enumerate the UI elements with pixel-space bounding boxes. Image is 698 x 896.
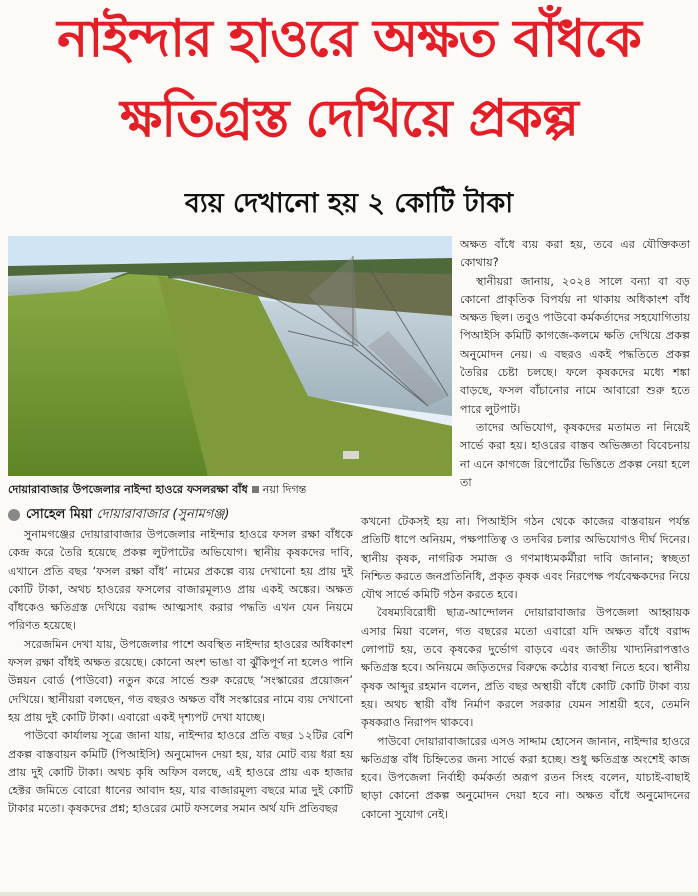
paragraph: বৈষম্যবিরোধী ছাত্র-আন্দোলন দোয়ারাবাজার উপজেলা আহ্বায়ক এসার মিয়া বলেন, গত বছরের মতো এবারো যদি অক্ষত বাঁধে বরাদ্দ লোপাট হয়, তবে কৃষকের দুর্ভোগ বাড়বে এবং জাতীয় খাদ্যনিরাপত্তাও ক্ষতিগ্রস্ত হবে। অনিয়মে জড়িতদের বিরুদ্ধে কঠোর ব্যবস্থা নিতে হবে। স্থানীয় কৃষক আব্দুর রহমান বলেন, প্রতি বছর অস্থায়ী বাঁধে কোটি কোটি টাকা ব্যয় হয়। অথচ স্থায়ী বাঁধ নির্মাণ করলে সরকার যেমন সাশ্রয়ী হবে, তেমনি কৃষকরাও নিরাপদ থাকবে। [361,606,690,730]
paragraph: তাদের অভিযোগ, কৃষকদের মতামত না নিয়েই সার্ভে করা হয়। হাওরের বাস্তব অভিজ্ঞতা বিবেচনায় না এনে কাগজে রিপোর্টের ভিত্তিতে প্রকল্প নেয়া হলে তা [460,420,690,489]
article-right-column [460,236,690,492]
embankment-photo [8,236,452,476]
page-bottom-border [0,892,698,896]
photo-credit: নয়া দিগন্ত [262,483,307,496]
photo-caption [8,482,452,498]
paragraph: সরেজমিন দেখা যায়, উপজেলার পাশে অবস্থিত নাইন্দার হাওরের অধিকাংশ ফসল রক্ষা বাঁধই অক্ষত রয়েছে। কোনো অংশ ভাঙা বা ঝুঁকিপূর্ণ না হলেও পানি উন্নয়ন বোর্ড (পাউবো) নতুন করে সার্ভে শুরু করেছে ‘সংস্কারের প্রয়োজন’ দেখিয়ে। স্থানীয়রা বলছেন, গত বছরও অক্ষত বাঁধ সংস্কারের নামে ব্যয় দেখানো হয় প্রায় দুই কোটি টাকা। এবারো একই দৃশ্যপট দেখা যাচ্ছে। [8,637,353,724]
paragraph: পাউবো দোয়ারাবাজারের এসও সাদ্দাম হোসেন জানান, নাইন্দার হাওরে ক্ষতিগ্রস্ত বাঁধ চিহ্নিতের জন্য সার্ভে করা হচ্ছে। শুধু ক্ষতিগ্রস্ত অংশেই কাজ হবে। উপজেলা নির্বাহী কর্মকর্তা অরূপ রতন সিংহ বলেন, যাচাই-বাছাই ছাড়া কোনো প্রকল্প অনুমোদন দেয়া হবে না। অক্ষত বাঁধে অনুমোদনের কোনো সুযোগ নেই। [361,734,690,821]
paragraph: অক্ষত বাঁধে ব্যয় করা হয়, তবে এর যৌক্তিকতা কোথায়? [460,238,690,270]
paragraph: কখনো টেকসই হয় না। পিআইসি গঠন থেকে কাজের বাস্তবায়ন পর্যন্ত প্রতিটি ধাপে অনিয়ম, পক্ষপাতিত্ব ও তদবির চলার অভিযোগও দীর্ঘ দিনের। স্থানীয় কৃষক, নাগরিক সমাজ ও গণমাধ্যমকর্মীরা দাবি জানান; স্বচ্ছতা নিশ্চিত করতে জনপ্রতিনিধি, প্রকৃত কৃষক এবং নিরপেক্ষ পর্যবেক্ষকদের নিয়ে যৌথ সার্ভে কমিটি গঠন করতে হবে। [361,515,690,602]
paragraph: পাউবো কার্যালয় সূত্রে জানা যায়, নাইন্দার হাওরে প্রতি বছর ১২টির বেশি প্রকল্প বাস্তবায়ন কমিটি (পিআইসি) অনুমোদন দেয়া হয়, যার মোট ব্যয় ধরা হয় প্রায় দুই কোটি টাকা। অথচ কৃষি অফিস বলছে, এই হাওরে প্রায় এক হাজার হেক্টর জমিতে বোরো ধানের আবাদ হয়, যার বাজারমূল্য বছরে মাত্র দুই কোটি টাকার মতো। কৃষকদের প্রশ্ন; হাওরের মোট ফসলের সমান অর্থ যদি প্রতিবছর [8,729,353,816]
subheadline: ব্যয় দেখানো হয় ২ কোটি টাকা [184,188,514,219]
embankment-photo-graphic [8,236,452,476]
paragraph: স্থানীয়রা জানায়, ২০২৪ সালে বন্যা বা বড় কোনো প্রাকৃতিক বিপর্যয় না থাকায় অধিকাংশ বাঁধ অক্ষত ছিল। তবুও পাউবো কর্মকর্তাদের সহযোগিতায় পিআইসি কমিটি কাগজে-কলমে ক্ষতি দেখিয়ে প্রকল্প অনুমোদন নেয়। এ বছরও একই পদ্ধতিতে প্রকল্প তৈরির চেষ্টা চলছে। ফলে কৃষকদের মধ্যে শঙ্কা বাড়ছে, ফসল বাঁচানোর নামে আবারো শুরু হতে পারে লুটপাট। [460,274,690,416]
article-wide-column [361,513,690,824]
author-name: সোহেল মিয়া [26,507,93,522]
square-icon [252,486,259,493]
headline-line-1: নাইন্দার হাওরে অক্ষত বাঁধকে [57,9,641,69]
paragraph: সুনামগঞ্জের দোয়ারাবাজার উপজেলার নাইন্দার হাওরে ফসল রক্ষা বাঁধকে কেন্দ্র করে তৈরি হয়েছে প্রকল্প লুটপাটের অভিযোগ। স্থানীয় কৃষকদের দাবি, এখানে প্রতি বছর ‘ফসল রক্ষা বাঁধ’ নামের প্রকল্পে ব্যয় দেখানো হয় প্রায় দুই কোটি টাকা, অথচ হাওরের ফসলের বাজারমূল্যও প্রায় একই অঙ্কের। অক্ষত বাঁধকেও ক্ষতিগ্রস্ত দেখিয়ে বরাদ্দ আত্মসাৎ করার পদ্ধতি এখন যেন নিয়মে পরিণত হয়েছে। [8,528,353,633]
photo-caption-text: দোয়ারাবাজার উপজেলার নাইন্দা হাওরে ফসলরক্ষা বাঁধ [8,483,248,496]
author-avatar-icon [8,509,20,521]
dateline-location: দোয়ারাবাজার (সুনামগঞ্জ) [96,507,230,522]
article-left-column [8,526,353,819]
headline-line-2: ক্ষতিগ্রস্ত দেখিয়ে প্রকল্প [120,89,578,149]
